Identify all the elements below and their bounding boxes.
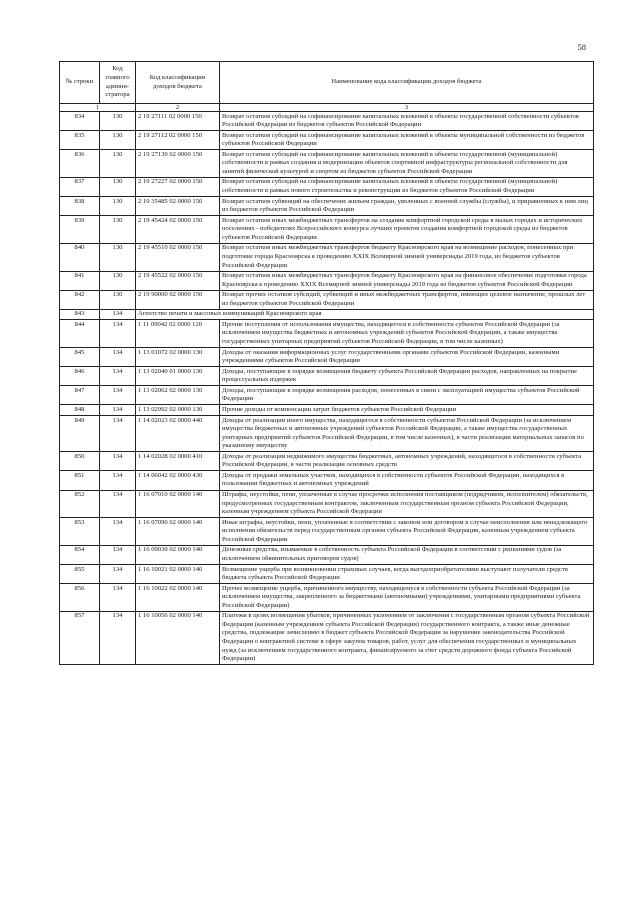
page-number: 58: [577, 42, 586, 52]
classification-name-cell: Прочие поступления от использования имущества, находящегося в собственности субъектов Российской Федерации (за исключением имущества бюджетных и автономных учреждений субъектов Российской Федерации, а также имущества государственных унитарных предприятий субъектов Российской Федерации, в том числе казенных): [220, 320, 594, 348]
row-number-cell: 857: [60, 611, 100, 664]
table-row: [60, 216, 594, 244]
admin-code-cell: 130: [100, 290, 136, 309]
table-body: [60, 112, 594, 665]
admin-code-cell: 134: [100, 386, 136, 405]
classification-code-cell: 2 19 35485 02 0000 150: [136, 197, 220, 216]
classification-name-cell: Возврат прочих остатков субсидий, субвенций и иных межбюджетных трансфертов, имеющих целевое назначение, прошлых лет из бюджетов субъектов Российской Федерации: [220, 290, 594, 309]
classification-name-cell: Возврат остатков субсидий на софинансирование капитальных вложений в объекты государственной (муниципальной) собственности в рамках создания и модернизации объектов спортивной инфраструктуры региональной собственности для занятий физической культурой и спортом из бюджетов субъектов Российской Федерации: [220, 150, 594, 178]
classification-code-cell: 1 14 06042 02 0000 430: [136, 471, 220, 490]
admin-code-cell: 134: [100, 565, 136, 584]
classification-name-cell: Возврат остатков иных межбюджетных трансфертов на создание комфортной городской среды в малых городах и исторических поселениях - победителях Всероссийского конкурса лучших проектов создания комфортной городской среды из бюджетов субъектов Российской Федерации: [220, 216, 594, 244]
table-row: [60, 611, 594, 664]
table-row: [60, 243, 594, 271]
row-number-cell: 837: [60, 177, 100, 196]
admin-code-cell: 134: [100, 452, 136, 471]
classification-name-cell: Прочие доходы от компенсации затрат бюджетов субъектов Российской Федерации: [220, 405, 594, 416]
agency-row: [60, 309, 594, 320]
classification-code-cell: 2 19 45424 02 0000 150: [136, 216, 220, 244]
classification-code-cell: 1 16 10056 02 0000 140: [136, 611, 220, 664]
admin-code-cell: 134: [100, 611, 136, 664]
row-number-cell: 839: [60, 216, 100, 244]
admin-code-cell: 130: [100, 197, 136, 216]
table-row: [60, 386, 594, 405]
admin-code-cell: 134: [100, 320, 136, 348]
budget-revenue-table-container: [59, 61, 593, 665]
table-row: [60, 416, 594, 452]
table-row: [60, 131, 594, 150]
header-admin-code: Код главного админи-стратора: [100, 62, 136, 104]
row-number-cell: 849: [60, 416, 100, 452]
table-row: [60, 177, 594, 196]
row-number-cell: 853: [60, 518, 100, 546]
classification-name-cell: Доходы от реализации недвижимого имущества бюджетных, автономных учреждений, находящегося в собственности субъекта Российской Федерации, в части реализации основных средств: [220, 452, 594, 471]
table-row: [60, 197, 594, 216]
row-number-cell: 850: [60, 452, 100, 471]
classification-code-cell: 1 16 07010 02 0000 140: [136, 490, 220, 518]
admin-code-cell: 134: [100, 490, 136, 518]
classification-name-cell: Иные штрафы, неустойки, пени, уплаченные в соответствии с законом или договором в случае неисполнения или ненадлежащего исполнения обязательств перед государственным органом субъекта Российской Федерации, казенным учреждением субъекта Российской Федерации: [220, 518, 594, 546]
header-row-number: № строки: [60, 62, 100, 104]
classification-name-cell: Доходы от продажи земельных участков, находящихся в собственности субъектов Российской Федерации, находящихся в пользовании бюджетных и автономных учреждений: [220, 471, 594, 490]
table-row: [60, 271, 594, 290]
classification-name-cell: Платежи в целях возмещения убытков, причиненных уклонением от заключения с государственным органом субъекта Российской Федерации (казенным учреждением субъекта Российской Федерации) государственного контракта, а также иные денежные средства, подлежащие зачислению в бюджет субъекта Российской Федерации за нарушение законодательства Российской Федерации о контрактной системе в сфере закупок товаров, работ, услуг для обеспечения государственных и муниципальных нужд (за исключением государственного контракта, финансируемого за счет средств дорожного фонда субъекта Российской Федерации): [220, 611, 594, 664]
table-row: [60, 518, 594, 546]
admin-code-cell: 134: [100, 348, 136, 367]
row-number-cell: 843: [60, 309, 100, 320]
classification-code-cell: 2 19 27112 02 0000 150: [136, 131, 220, 150]
budget-revenue-table: [59, 61, 594, 665]
classification-code-cell: 1 13 01072 02 0000 130: [136, 348, 220, 367]
table-header-row: [60, 62, 594, 104]
classification-name-cell: Денежные средства, изымаемые в собственность субъекта Российской Федерации в соответствии с решениями судов (за исключением обвинительных приговоров судов): [220, 545, 594, 564]
classification-code-cell: 1 16 10022 02 0000 140: [136, 584, 220, 612]
table-row: [60, 150, 594, 178]
classification-code-cell: 2 19 45522 02 0000 150: [136, 271, 220, 290]
row-number-cell: 854: [60, 545, 100, 564]
header-classification-code: Код классификации доходов бюджета: [136, 62, 220, 104]
classification-code-cell: 1 16 07090 02 0000 140: [136, 518, 220, 546]
row-number-cell: 834: [60, 112, 100, 131]
admin-code-cell: 134: [100, 471, 136, 490]
admin-code-cell: 134: [100, 405, 136, 416]
admin-code-cell: 130: [100, 150, 136, 178]
table-row: [60, 320, 594, 348]
table-row: [60, 490, 594, 518]
table-row: [60, 112, 594, 131]
classification-code-cell: 2 19 27111 02 0000 150: [136, 112, 220, 131]
classification-name-cell: Возврат остатков субсидий на софинансирование капитальных вложений в объекты муниципальной собственности из бюджетов субъектов Российской Федерации: [220, 131, 594, 150]
classification-code-cell: 1 13 02062 02 0000 130: [136, 386, 220, 405]
table-row: [60, 471, 594, 490]
classification-name-cell: Штрафы, неустойки, пени, уплаченные в случае просрочки исполнения поставщиком (подрядчиком, исполнителем) обязательств, предусмотренных государственным контрактом, заключенным государственным органом субъекта Российской Федерации, казенным учреждением субъекта Российской Федерации: [220, 490, 594, 518]
table-row: [60, 452, 594, 471]
admin-code-cell: 134: [100, 309, 136, 320]
admin-code-cell: 130: [100, 216, 136, 244]
row-number-cell: 847: [60, 386, 100, 405]
row-number-cell: 848: [60, 405, 100, 416]
admin-code-cell: 130: [100, 112, 136, 131]
row-number-cell: 840: [60, 243, 100, 271]
column-number-1: 1: [60, 104, 136, 112]
row-number-cell: 842: [60, 290, 100, 309]
classification-name-cell: Возврат остатков субвенций на обеспечение жильем граждан, уволенных с военной службы (службы), и приравненных к ним лиц из бюджетов субъектов Российской Федерации: [220, 197, 594, 216]
row-number-cell: 855: [60, 565, 100, 584]
classification-name-cell: Возврат остатков субсидий на софинансирование капитальных вложений в объекты государственной собственности субъектов Российской Федерации из бюджетов субъектов Российской Федерации: [220, 112, 594, 131]
admin-code-cell: 134: [100, 367, 136, 386]
classification-name-cell: Доходы от реализации иного имущества, находящегося в собственности субъектов Российской Федерации (за исключением имущества бюджетных и автономных учреждений субъектов Российской Федерации, а также имущества государственных унитарных предприятий субъектов Российской Федерации, в том числе казенных), в части реализации материальных запасов по указанному имуществу: [220, 416, 594, 452]
classification-name-cell: Доходы, поступающие в порядке возмещения расходов, понесенных в связи с эксплуатацией имущества субъектов Российской Федерации: [220, 386, 594, 405]
admin-code-cell: 134: [100, 545, 136, 564]
row-number-cell: 852: [60, 490, 100, 518]
classification-code-cell: 1 13 02040 01 0000 130: [136, 367, 220, 386]
table-row: [60, 545, 594, 564]
row-number-cell: 851: [60, 471, 100, 490]
classification-code-cell: 2 19 27227 02 0000 150: [136, 177, 220, 196]
classification-name-cell: Доходы, поступающие в порядке возмещения бюджету субъекта Российской Федерации расходов, направленных на покрытие процессуальных издержек: [220, 367, 594, 386]
admin-code-cell: 130: [100, 177, 136, 196]
classification-code-cell: 1 14 02028 02 0000 410: [136, 452, 220, 471]
classification-code-cell: 2 19 27139 02 0000 150: [136, 150, 220, 178]
table-row: [60, 348, 594, 367]
row-number-cell: 835: [60, 131, 100, 150]
column-number-2: 2: [136, 104, 220, 112]
classification-code-cell: 1 16 10021 02 0000 140: [136, 565, 220, 584]
agency-name-cell: Агентство печати и массовых коммуникаций Красноярского края: [136, 309, 594, 320]
row-number-cell: 838: [60, 197, 100, 216]
classification-code-cell: 1 14 02023 02 0000 440: [136, 416, 220, 452]
row-number-cell: 846: [60, 367, 100, 386]
header-classification-name: Наименование кода классификации доходов бюджета: [220, 62, 594, 104]
table-column-numbers-row: [60, 104, 594, 112]
row-number-cell: 841: [60, 271, 100, 290]
row-number-cell: 844: [60, 320, 100, 348]
row-number-cell: 836: [60, 150, 100, 178]
admin-code-cell: 134: [100, 584, 136, 612]
column-number-3: 3: [220, 104, 594, 112]
admin-code-cell: 130: [100, 271, 136, 290]
classification-code-cell: 2 19 45510 02 0000 150: [136, 243, 220, 271]
classification-name-cell: Возврат остатков иных межбюджетных трансфертов бюджету Красноярского края на возмещение расходов, понесенных при подготовке города Красноярска к проведению XXIX Всемирной зимней универсиады 2019 года, из бюджетов субъектов Российской Федерации: [220, 243, 594, 271]
admin-code-cell: 134: [100, 416, 136, 452]
admin-code-cell: 130: [100, 243, 136, 271]
classification-code-cell: 1 16 09030 02 0000 140: [136, 545, 220, 564]
table-row: [60, 565, 594, 584]
classification-name-cell: Возмещение ущерба при возникновении страховых случаев, когда выгодоприобретателями выступают получатели средств бюджета субъекта Российской Федерации: [220, 565, 594, 584]
classification-code-cell: 2 19 90000 02 0000 150: [136, 290, 220, 309]
row-number-cell: 856: [60, 584, 100, 612]
classification-name-cell: Прочее возмещение ущерба, причиненного имуществу, находящемуся в собственности субъекта Российской Федерации (за исключением имущества, закрепленного за бюджетными (автономными) учреждениями, унитарными предприятиями субъекта Российской Федерации): [220, 584, 594, 612]
admin-code-cell: 130: [100, 131, 136, 150]
classification-name-cell: Доходы от оказания информационных услуг государственными органами субъектов Российской Федерации, казенными учреждениями субъектов Российской Федерации: [220, 348, 594, 367]
table-row: [60, 405, 594, 416]
table-row: [60, 584, 594, 612]
row-number-cell: 845: [60, 348, 100, 367]
classification-name-cell: Возврат остатков субсидий на софинансирование капитальных вложений в объекты государственной (муниципальной) собственности в рамках нового строительства и реконструкции из бюджетов субъектов Российской Федерации: [220, 177, 594, 196]
classification-code-cell: 1 11 09042 02 0000 120: [136, 320, 220, 348]
table-row: [60, 290, 594, 309]
classification-code-cell: 1 13 02992 02 0000 130: [136, 405, 220, 416]
classification-name-cell: Возврат остатков иных межбюджетных трансфертов бюджету Красноярского края на финансовое обеспечение подготовки города Красноярска к проведению XXIX Всемирной зимней универсиады 2019 года из бюджетов субъектов Российской Федерации: [220, 271, 594, 290]
admin-code-cell: 134: [100, 518, 136, 546]
table-row: [60, 367, 594, 386]
